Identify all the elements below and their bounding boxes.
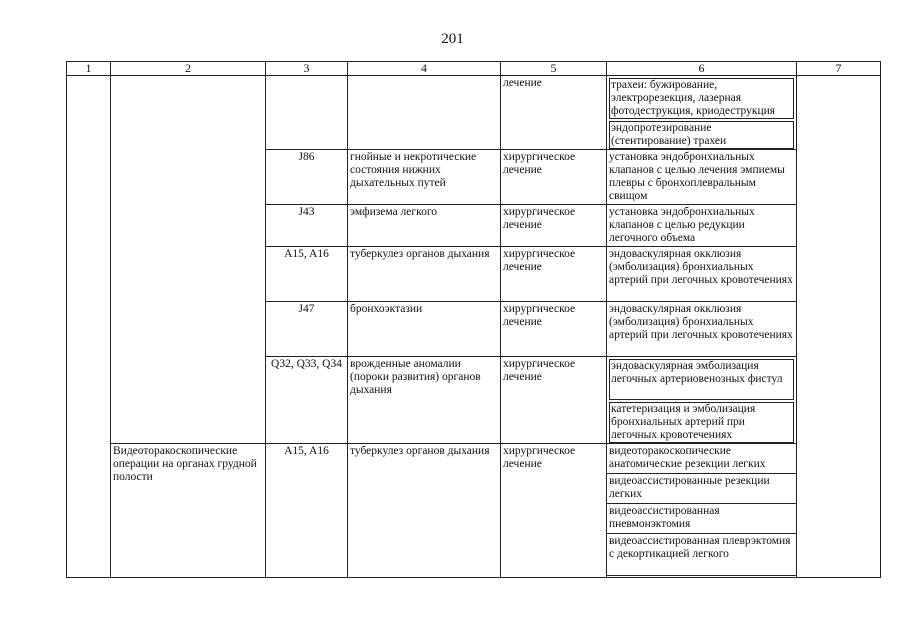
cell-code: J86 — [266, 150, 348, 205]
column-header: 2 — [111, 62, 266, 76]
cell-group-name-continued — [111, 76, 266, 444]
cell-code: A15, A16 — [266, 444, 348, 578]
cell-code — [266, 76, 348, 150]
column-header: 5 — [501, 62, 607, 76]
cell-treatment: хирургическое лечение — [501, 247, 607, 302]
column-number-row — [67, 62, 881, 76]
cell-disease: бронхоэктазии — [348, 302, 501, 357]
method-item: катетеризация и эмболизация бронхиальных артерий при легочных кровотечениях — [609, 402, 794, 443]
table-row — [67, 76, 881, 150]
cell-code: Q32, Q33, Q34 — [266, 357, 348, 444]
cell-col7 — [797, 76, 881, 578]
cell-method: установка эндобронхиальных клапанов с целью лечения эмпиемы плевры с бронхоплевральным свищом — [607, 150, 797, 205]
cell-code: J43 — [266, 205, 348, 247]
column-header: 6 — [607, 62, 797, 76]
method-item: трахеи: бужирование, электрорезекция, лазерная фотодеструкция, криодеструкция — [609, 78, 794, 119]
cell-disease: гнойные и некротические состояния нижних дыхательных путей — [348, 150, 501, 205]
procedures-table — [66, 61, 881, 578]
cell-treatment: хирургическое лечение — [501, 357, 607, 444]
cell-treatment: хирургическое лечение — [501, 150, 607, 205]
method-item: эндопротезирование (стентирование) трахеи — [609, 121, 794, 149]
cell-disease: эмфизема легкого — [348, 205, 501, 247]
cell-code: A15, A16 — [266, 247, 348, 302]
cell-treatment: лечение — [501, 76, 607, 150]
column-header: 1 — [67, 62, 111, 76]
cell-disease: врожденные аномалии (пороки развития) органов дыхания — [348, 357, 501, 444]
cell-method-empty — [607, 576, 797, 578]
cell-method: эндоваскулярная окклюзия (эмболизация) бронхиальных артерий при легочных кровотечениях — [607, 302, 797, 357]
cell-group-name: Видеоторакоскопические операции на органах грудной полости — [111, 444, 266, 578]
cell-method: видеоторакоскопические анатомические резекции легких — [607, 444, 797, 474]
cell-method: эндоваскулярная окклюзия (эмболизация) бронхиальных артерий при легочных кровотечениях — [607, 247, 797, 302]
cell-method: видеоассистированные резекции легких — [607, 474, 797, 504]
cell-method: установка эндобронхиальных клапанов с целью редукции легочного объема — [607, 205, 797, 247]
column-header: 4 — [348, 62, 501, 76]
cell-disease — [348, 76, 501, 150]
column-header: 7 — [797, 62, 881, 76]
cell-method: видеоассистированная плеврэктомия с декортикацией легкого — [607, 534, 797, 576]
cell-code: J47 — [266, 302, 348, 357]
table-row — [67, 444, 881, 474]
column-header: 3 — [266, 62, 348, 76]
cell-disease: туберкулез органов дыхания — [348, 444, 501, 578]
cell-methods — [607, 76, 797, 150]
cell-method: видеоассистированная пневмонэктомия — [607, 504, 797, 534]
method-item: эндоваскулярная эмболизация легочных артериовенозных фистул — [609, 359, 794, 400]
cell-treatment: хирургическое лечение — [501, 302, 607, 357]
cell-disease: туберкулез органов дыхания — [348, 247, 501, 302]
cell-methods — [607, 357, 797, 444]
cell-treatment: хирургическое лечение — [501, 444, 607, 578]
page-number: 201 — [441, 31, 464, 47]
cell-treatment: хирургическое лечение — [501, 205, 607, 247]
cell-col1 — [67, 76, 111, 578]
